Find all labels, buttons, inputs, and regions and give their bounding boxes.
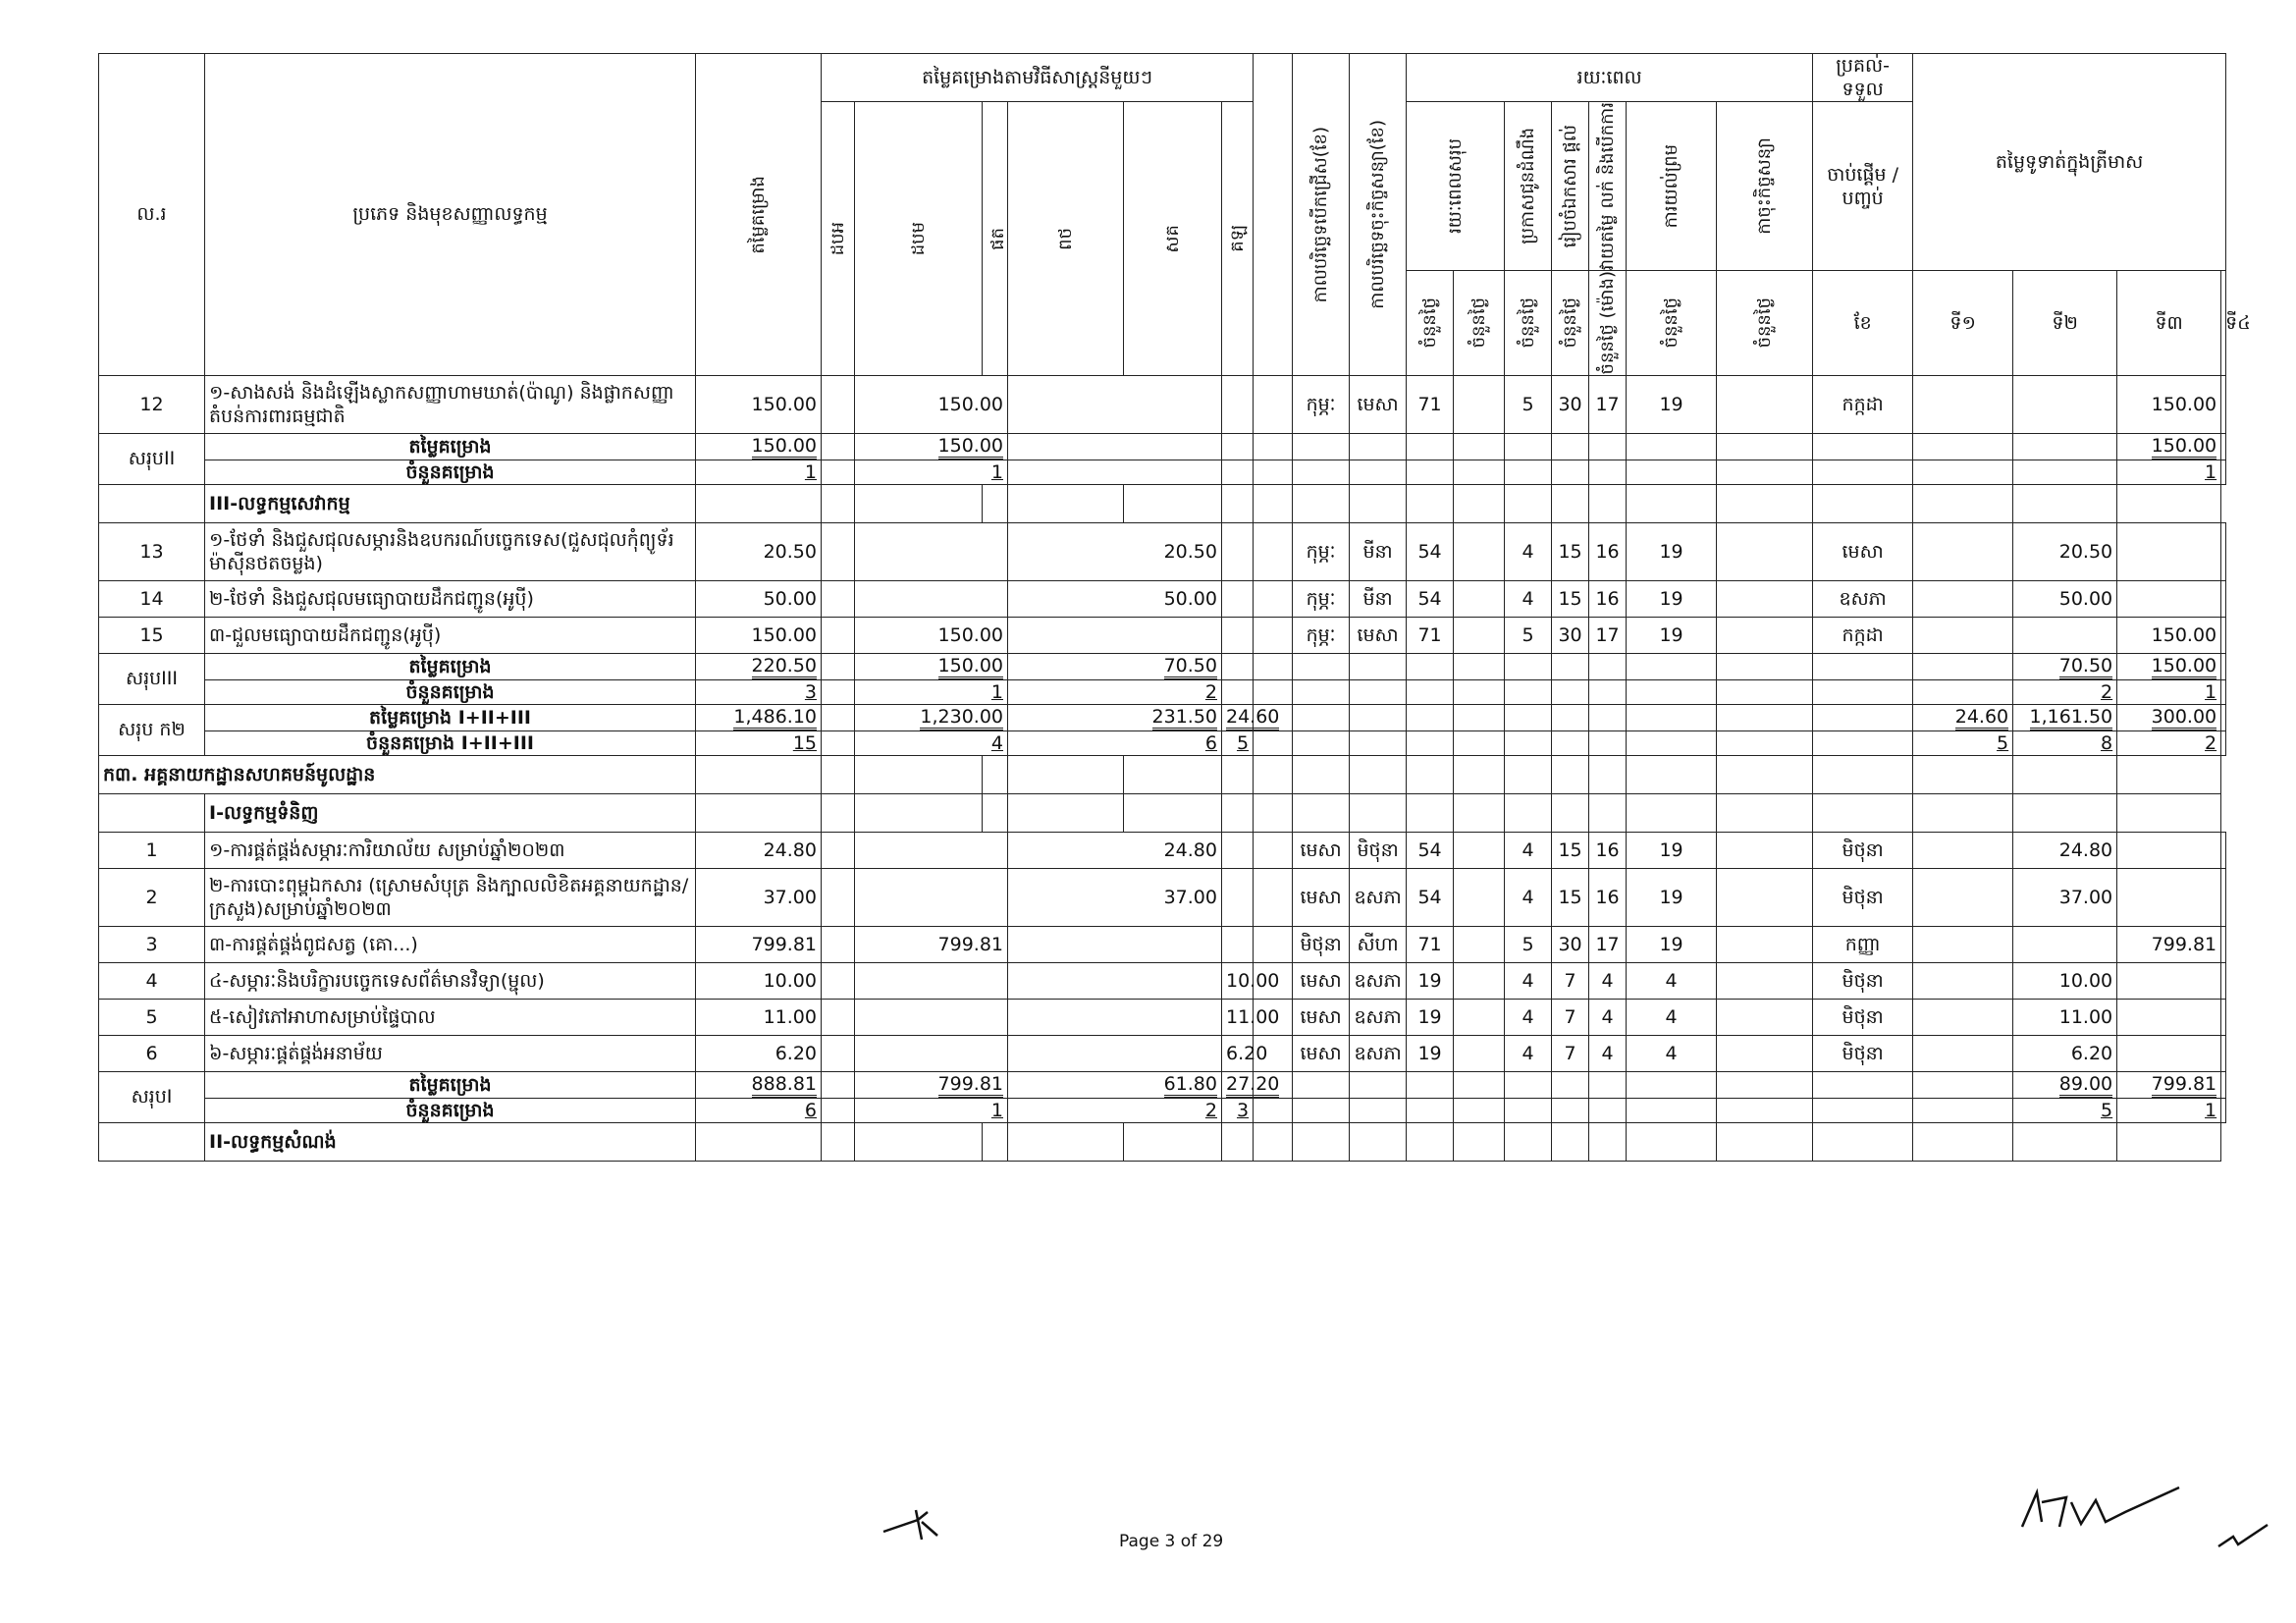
row-no: 6 bbox=[99, 1035, 205, 1071]
row-cost-sk bbox=[1222, 617, 1254, 653]
summary-cost: 220.50 bbox=[696, 653, 822, 679]
row-receipt-month: កក្កដា bbox=[1813, 375, 1913, 433]
row-cost-dbm bbox=[855, 999, 1008, 1035]
summary-label: សរុប ក២ bbox=[99, 704, 205, 755]
row-name: ៥-សៀវភៅអាហាសម្រាប់ផ្ទៃបាល bbox=[205, 999, 696, 1035]
col-name-header: ប្រភេទ និងមុខសញ្ញាលទ្ធកម្ម bbox=[205, 54, 696, 376]
row-contract-month: មេសា bbox=[1350, 617, 1407, 653]
row-cost: 799.81 bbox=[696, 926, 822, 962]
row-name: ៤-សម្ភារៈនិងបរិក្ខារបច្ចេកទេសព័ត៌មានវិទ្យា(ម្ជុល) bbox=[205, 962, 696, 999]
section-title: III-លទ្ធកម្មសេវាកម្ម bbox=[205, 484, 696, 522]
section-row bbox=[99, 484, 2226, 522]
summary-line: តម្លៃគម្រោង bbox=[205, 653, 696, 679]
signature-left bbox=[879, 1502, 947, 1551]
quarter-1: ទី១ bbox=[1913, 271, 2013, 375]
row-open-month: មិថុនា bbox=[1293, 926, 1350, 962]
row-cost-dbm bbox=[855, 962, 1008, 999]
duration-unit-1: ចំនួនថ្ងៃ bbox=[1454, 271, 1505, 375]
col-blank-header bbox=[1254, 54, 1293, 376]
header-row bbox=[99, 54, 2226, 102]
signature-right bbox=[2012, 1483, 2189, 1542]
row-name: ២-ការបោះពុម្ពឯកសារ (ស្រោមសំបុត្រ និងក្បាលលិខិតអគ្គនាយកដ្ឋាន/ក្រសួង)សម្រាប់ឆ្នាំ២០២៣ bbox=[205, 868, 696, 926]
summary-cost: 3 bbox=[696, 679, 822, 704]
row-cost-pth bbox=[1008, 617, 1222, 653]
summary-row: សរុប ក២ តម្លៃគម្រោង I+II+III 1,486.10 1,230.00 231.50 24.60 24.60 1,161.50 300.00 bbox=[99, 704, 2226, 730]
section-row bbox=[99, 793, 2226, 832]
summary-label: សរុបIII bbox=[99, 653, 205, 704]
cost-col-1: ដបម bbox=[855, 102, 983, 376]
row-cost-dbm bbox=[855, 868, 1008, 926]
row-cost: 11.00 bbox=[696, 999, 822, 1035]
col-cost-header: តម្លៃគម្រោង bbox=[696, 54, 822, 376]
row-no: 1 bbox=[99, 832, 205, 868]
summary-row: សរុបI តម្លៃគម្រោង 888.81 799.81 61.80 27.20 89.00 799.81 bbox=[99, 1071, 2226, 1098]
row-open-month: មេសា bbox=[1293, 868, 1350, 926]
table-row: 5 ៥-សៀវភៅអាហាសម្រាប់ផ្ទៃបាល 11.00 11.00 មេសា ឧសភា 19 4 7 4 4 មិថុនា 11.00 bbox=[99, 999, 2226, 1035]
cost-col-3: ពថ bbox=[1008, 102, 1124, 376]
section-title: I-លទ្ធកម្មទំនិញ bbox=[205, 793, 696, 832]
summary-row: សរុបIII តម្លៃគម្រោង 220.50 150.00 70.50 70.50 150.00 bbox=[99, 653, 2226, 679]
cost-col-b: គឡ bbox=[1222, 102, 1254, 376]
summary-label: សរុបI bbox=[99, 1071, 205, 1122]
row-contract-month: ឧសភា bbox=[1350, 999, 1407, 1035]
row-open-month: មេសា bbox=[1293, 1035, 1350, 1071]
row-cost-dbm bbox=[855, 832, 1008, 868]
cost-by-source-header: តម្លៃគម្រោងតាមវិធីសាស្រ្តនីមួយៗ bbox=[822, 54, 1254, 102]
summary-line: តម្លៃគម្រោង bbox=[205, 433, 696, 460]
duration-col-4: ការយល់ព្រម bbox=[1627, 102, 1717, 271]
row-cost-pth: 37.00 bbox=[1008, 868, 1222, 926]
duration-col-0: រយៈពេលសរុប bbox=[1407, 102, 1505, 271]
row-cost: 37.00 bbox=[696, 868, 822, 926]
row-open-month: កុម្ភៈ bbox=[1293, 522, 1350, 580]
row-contract-month: មីនា bbox=[1350, 580, 1407, 617]
row-open-month: មេសា bbox=[1293, 832, 1350, 868]
row-cost-dbm: 150.00 bbox=[855, 375, 1008, 433]
row-cost: 6.20 bbox=[696, 1035, 822, 1071]
row-no: 3 bbox=[99, 926, 205, 962]
row-receipt-month: មិថុនា bbox=[1813, 999, 1913, 1035]
row-name: ២-ថែទាំ និងជួសជុលមធ្យោបាយដឹកជញ្ជូន(អូប៉ី) bbox=[205, 580, 696, 617]
quarter-4: ទី៤ bbox=[2221, 271, 2226, 375]
duration-col-1: ប្រកាសជូនដំណឹង bbox=[1505, 102, 1552, 271]
page-number: Page 3 of 29 bbox=[1119, 1532, 1224, 1551]
duration-unit-3: ចំនួនថ្ងៃ bbox=[1552, 271, 1589, 375]
row-contract-month: សីហា bbox=[1350, 926, 1407, 962]
row-cost-pth: 50.00 bbox=[1008, 580, 1222, 617]
duration-unit-2: ចំនួនថ្ងៃ bbox=[1505, 271, 1552, 375]
row-no: 2 bbox=[99, 868, 205, 926]
section-row bbox=[99, 1122, 2226, 1161]
row-contract-month: ឧសភា bbox=[1350, 1035, 1407, 1071]
duration-unit-0: ចំនួនថ្ងៃ bbox=[1407, 271, 1454, 375]
row-cost-sk bbox=[1222, 580, 1254, 617]
table-row: 1 ១-ការផ្គត់ផ្គង់សម្ភារៈការិយាល័យ សម្រាប់ឆ្នាំ២០២៣ 24.80 24.80 មេសា មិថុនា 54 4 15 16 19 មិថុនា 24.80 bbox=[99, 832, 2226, 868]
summary-row: ចំនួនគម្រោង I+II+III 15 4 6 5 5 8 2 bbox=[99, 730, 2226, 755]
summary-line: ចំនួនគម្រោង bbox=[205, 1098, 696, 1122]
row-cost-sk bbox=[1222, 832, 1254, 868]
row-cost-dbm bbox=[855, 522, 1008, 580]
row-cost: 150.00 bbox=[696, 617, 822, 653]
summary-cost: 888.81 bbox=[696, 1071, 822, 1098]
row-cost-pth: 20.50 bbox=[1008, 522, 1222, 580]
col-open-date-header: កាលបរិច្ឆេទបើកជ្រើស(ខែ) bbox=[1293, 54, 1350, 376]
row-receipt-month: កក្កដា bbox=[1813, 617, 1913, 653]
procurement-table bbox=[98, 53, 2251, 1504]
row-name: ១-ការផ្គត់ផ្គង់សម្ភារៈការិយាល័យ សម្រាប់ឆ្នាំ២០២៣ bbox=[205, 832, 696, 868]
summary-row: សរុបII តម្លៃគម្រោង 150.00 150.00 150.00 bbox=[99, 433, 2226, 460]
row-no: 13 bbox=[99, 522, 205, 580]
initial-mark bbox=[2214, 1517, 2272, 1556]
duration-col-3: វាយតម្លៃ លក់ និងបើកការ bbox=[1589, 102, 1627, 271]
row-no: 14 bbox=[99, 580, 205, 617]
duration-col-2: រៀបចំឯកសារ ផ្ដល់ bbox=[1552, 102, 1589, 271]
table-row: 14 ២-ថែទាំ និងជួសជុលមធ្យោបាយដឹកជញ្ជូន(អូប៉ី) 50.00 50.00 កុម្ភៈ មីនា 54 4 15 16 19 ឧសភា 50.00 bbox=[99, 580, 2226, 617]
row-receipt-month: មិថុនា bbox=[1813, 832, 1913, 868]
row-open-month: មេសា bbox=[1293, 999, 1350, 1035]
row-cost-dbm bbox=[855, 1035, 1008, 1071]
row-open-month: មេសា bbox=[1293, 962, 1350, 999]
row-cost: 150.00 bbox=[696, 375, 822, 433]
row-cost-sk: 11.00 bbox=[1222, 999, 1254, 1035]
quarter-header: តម្លៃទូទាត់ក្នុងត្រីមាស bbox=[1913, 54, 2226, 271]
row-cost-pth bbox=[1008, 1035, 1222, 1071]
summary-line: ចំនួនគម្រោង I+II+III bbox=[205, 730, 696, 755]
row-cost-dbm: 150.00 bbox=[855, 617, 1008, 653]
row-cost-sk bbox=[1222, 926, 1254, 962]
quarter-2: ទី២ bbox=[2013, 271, 2117, 375]
duration-unit-4: ចំនួនថ្ងៃ (ម៉ោង) bbox=[1589, 271, 1627, 375]
row-receipt-month: ឧសភា bbox=[1813, 580, 1913, 617]
cost-col-4: សគ bbox=[1124, 102, 1222, 376]
row-cost: 10.00 bbox=[696, 962, 822, 999]
row-name: ៣-ការផ្គត់ផ្គង់ពូជសត្វ (គោ...) bbox=[205, 926, 696, 962]
summary-line: ចំនួនគម្រោង bbox=[205, 679, 696, 704]
table-row: 6 ៦-សម្ភារៈផ្គត់ផ្គង់អនាម័យ 6.20 6.20 មេសា ឧសភា 19 4 7 4 4 មិថុនា 6.20 bbox=[99, 1035, 2226, 1071]
table-row: 13 ១-ថែទាំ និងជួសជុលសម្ភារនិងឧបករណ៍បច្ចេកទេស(ជួសជុលកុំព្យូទ័រ ម៉ាស៊ីនថតចម្លង) 20.50 20.50 កុម្ភៈ មីនា 54 4 15 16 19 មេសា 20.50 bbox=[99, 522, 2226, 580]
row-receipt-month: មេសា bbox=[1813, 522, 1913, 580]
row-contract-month: ឧសភា bbox=[1350, 868, 1407, 926]
summary-line: ចំនួនគម្រោង bbox=[205, 460, 696, 484]
row-cost-dbm: 799.81 bbox=[855, 926, 1008, 962]
summary-cost: 6 bbox=[696, 1098, 822, 1122]
row-no: 15 bbox=[99, 617, 205, 653]
duration-header: រយៈពេល bbox=[1407, 54, 1813, 102]
row-no: 4 bbox=[99, 962, 205, 999]
duration-unit-5: ចំនួនថ្ងៃ bbox=[1627, 271, 1717, 375]
row-no: 5 bbox=[99, 999, 205, 1035]
receipt-header: ប្រគល់-ទទួល bbox=[1813, 54, 1913, 102]
row-cost-sk bbox=[1222, 868, 1254, 926]
summary-line: តម្លៃគម្រោង I+II+III bbox=[205, 704, 696, 730]
cost-col-2: ផត bbox=[983, 102, 1008, 376]
table-row: 4 ៤-សម្ភារៈនិងបរិក្ខារបច្ចេកទេសព័ត៌មានវិទ្យា(ម្ជុល) 10.00 10.00 មេសា ឧសភា 19 4 7 4 4 មិថុនា 10.00 bbox=[99, 962, 2226, 999]
summary-label: សរុបII bbox=[99, 433, 205, 484]
row-cost-sk bbox=[1222, 522, 1254, 580]
row-open-month: កុម្ភៈ bbox=[1293, 375, 1350, 433]
duration-col-5: កាចុះកិច្ចសន្យា bbox=[1717, 102, 1813, 271]
section-title: II-លទ្ធកម្មសំណង់ bbox=[205, 1122, 696, 1161]
row-cost-pth bbox=[1008, 962, 1222, 999]
cost-col-0: ដបអ bbox=[822, 102, 855, 376]
summary-row: ចំនួនគម្រោង 3 1 2 2 1 bbox=[99, 679, 2226, 704]
row-cost-dbm bbox=[855, 580, 1008, 617]
summary-cost: 1,486.10 bbox=[696, 704, 822, 730]
row-name: ១-ថែទាំ និងជួសជុលសម្ភារនិងឧបករណ៍បច្ចេកទេស(ជួសជុលកុំព្យូទ័រ ម៉ាស៊ីនថតចម្លង) bbox=[205, 522, 696, 580]
table-row: 15 ៣-ជួលមធ្យោបាយដឹកជញ្ជូន(អូប៉ី) 150.00 150.00 កុម្ភៈ មេសា 71 5 30 17 19 កក្កដា 150.00 bbox=[99, 617, 2226, 653]
row-open-month: កុម្ភៈ bbox=[1293, 580, 1350, 617]
row-cost-sk: 10.00 bbox=[1222, 962, 1254, 999]
summary-cost: 150.00 bbox=[696, 433, 822, 460]
summary-row: ចំនួនគម្រោង 1 1 1 bbox=[99, 460, 2226, 484]
row-contract-month: មេសា bbox=[1350, 375, 1407, 433]
duration-unit-6: ចំនួនថ្ងៃ bbox=[1717, 271, 1813, 375]
row-receipt-month: មិថុនា bbox=[1813, 1035, 1913, 1071]
quarter-3: ទី៣ bbox=[2117, 271, 2221, 375]
row-receipt-month: មិថុនា bbox=[1813, 868, 1913, 926]
row-contract-month: ឧសភា bbox=[1350, 962, 1407, 999]
col-no-header: ល.រ bbox=[99, 54, 205, 376]
row-cost-sk bbox=[1222, 375, 1254, 433]
table-row: 12 ១-សាងសង់ និងដំឡើងស្លាកសញ្ញាហាមឃាត់(ប៉ាណូ) និងផ្លាកសញ្ញាតំបន់ការពារធម្មជាតិ 150.00 150.00 កុម្ភៈ មេសា 71 5 30 17 19 កក្កដា 150.00 bbox=[99, 375, 2226, 433]
table-row: 2 ២-ការបោះពុម្ពឯកសារ (ស្រោមសំបុត្រ និងក្បាលលិខិតអគ្គនាយកដ្ឋាន/ក្រសួង)សម្រាប់ឆ្នាំ២០២៣ 37.00 37.00 មេសា ឧសភា 54 4 15 16 19 មិថុនា 37.00 bbox=[99, 868, 2226, 926]
row-contract-month: មីនា bbox=[1350, 522, 1407, 580]
row-contract-month: មិថុនា bbox=[1350, 832, 1407, 868]
summary-cost: 15 bbox=[696, 730, 822, 755]
row-cost: 50.00 bbox=[696, 580, 822, 617]
summary-line: តម្លៃគម្រោង bbox=[205, 1071, 696, 1098]
row-open-month: កុម្ភៈ bbox=[1293, 617, 1350, 653]
row-no: 12 bbox=[99, 375, 205, 433]
department-row bbox=[99, 755, 2226, 793]
row-cost-pth bbox=[1008, 926, 1222, 962]
row-cost: 24.80 bbox=[696, 832, 822, 868]
department-title: ក៣. អគ្គនាយកដ្ឋានសហគមន៍មូលដ្ឋាន bbox=[99, 755, 696, 793]
row-receipt-month: កញ្ញា bbox=[1813, 926, 1913, 962]
row-name: ៣-ជួលមធ្យោបាយដឹកជញ្ជូន(អូប៉ី) bbox=[205, 617, 696, 653]
summary-cost: 1 bbox=[696, 460, 822, 484]
row-cost: 20.50 bbox=[696, 522, 822, 580]
row-cost-pth bbox=[1008, 999, 1222, 1035]
row-receipt-month: មិថុនា bbox=[1813, 962, 1913, 999]
receipt-unit: ខែ bbox=[1813, 271, 1913, 375]
receipt-start-end: ចាប់ផ្ដើម / បញ្ចប់ bbox=[1813, 102, 1913, 271]
row-cost-pth bbox=[1008, 375, 1222, 433]
row-cost-pth: 24.80 bbox=[1008, 832, 1222, 868]
col-contract-date-header: កាលបរិច្ឆេទចុះកិច្ចសន្យា(ខែ) bbox=[1350, 54, 1407, 376]
row-cost-sk: 6.20 bbox=[1222, 1035, 1254, 1071]
row-name: ៦-សម្ភារៈផ្គត់ផ្គង់អនាម័យ bbox=[205, 1035, 696, 1071]
table-row: 3 ៣-ការផ្គត់ផ្គង់ពូជសត្វ (គោ...) 799.81 799.81 មិថុនា សីហា 71 5 30 17 19 កញ្ញា 799.81 bbox=[99, 926, 2226, 962]
row-name: ១-សាងសង់ និងដំឡើងស្លាកសញ្ញាហាមឃាត់(ប៉ាណូ) និងផ្លាកសញ្ញាតំបន់ការពារធម្មជាតិ bbox=[205, 375, 696, 433]
summary-row: ចំនួនគម្រោង 6 1 2 3 5 1 bbox=[99, 1098, 2226, 1122]
